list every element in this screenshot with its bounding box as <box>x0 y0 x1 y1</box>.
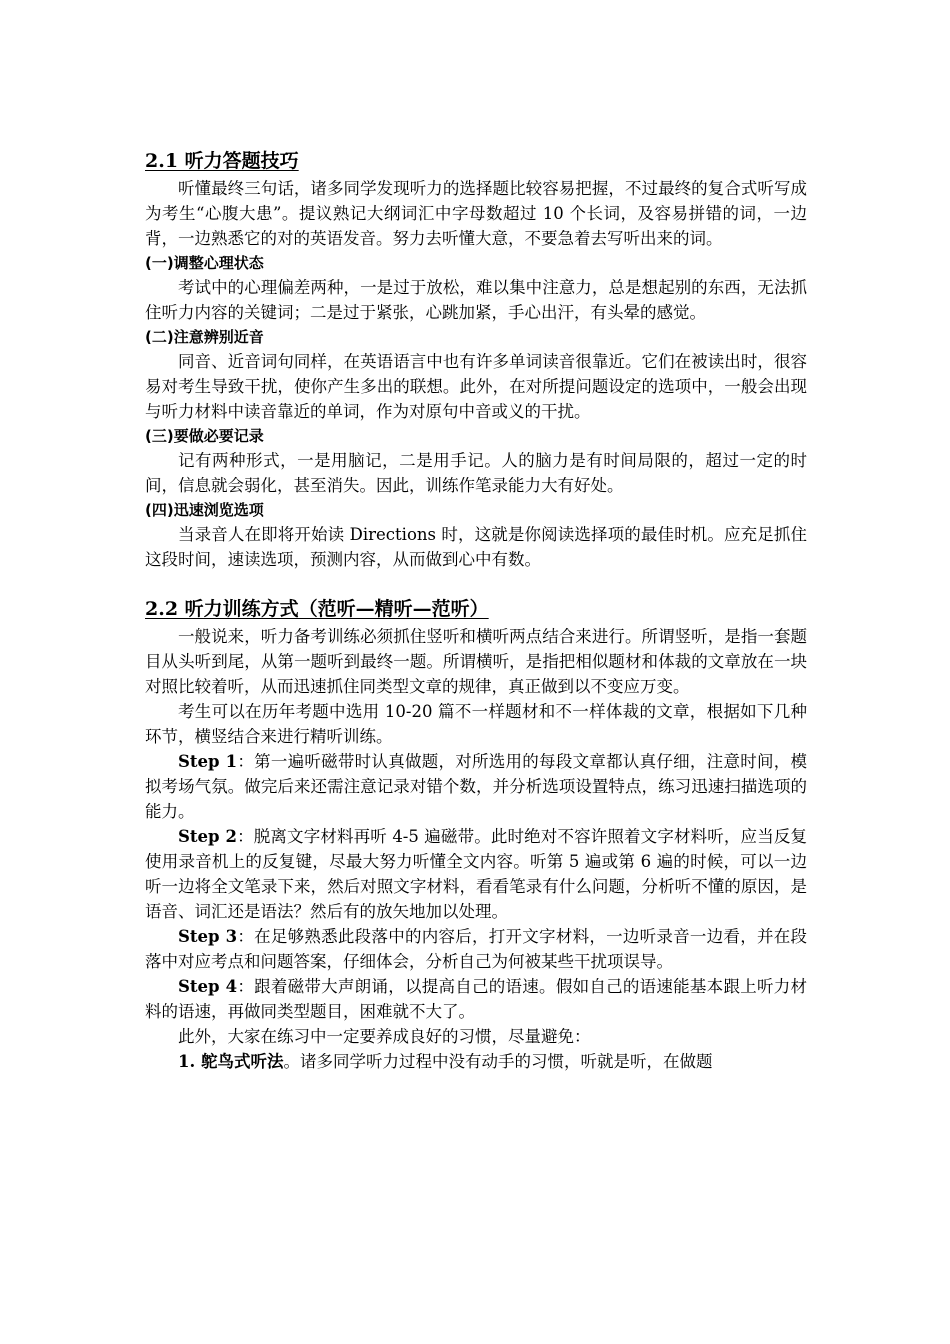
section-heading-2-1: 2.1 听力答题技巧 <box>145 150 299 172</box>
step-1-label: Step 1 <box>178 752 238 771</box>
paragraph-scan-options: 当录音人在即将开始读 Directions 时，这就是你阅读选择项的最佳时机。应充足抓住这段时间，速读选项，预测内容，从而做到心中有数。 <box>145 525 807 569</box>
step-4-separator: ： <box>237 977 255 996</box>
subheading-distinguish-sounds: (二)注意辨别近音 <box>145 328 264 346</box>
paragraph-distinguish-sounds: 同音、近音词句同样，在英语语言中也有许多单词读音很靠近。它们在被读出时，很容易对考生导致干扰，使你产生多出的联想。此外，在对所提问题设定的选项中，一般会出现与听力材料中读音靠近的单词，作为对原句中音或义的干扰。 <box>145 352 807 421</box>
section-heading-2-2: 2.2 听力训练方式（范听—精听—范听） <box>145 598 489 620</box>
step-4-paragraph <box>145 974 807 1024</box>
step-2-separator: ： <box>236 827 254 846</box>
paragraph-take-notes: 记有两种形式，一是用脑记，二是用手记。人的脑力是有时间局限的，超过一定的时间，信息就会弱化，甚至消失。因此，训练作笔录能力大有好处。 <box>145 451 807 495</box>
subheading-adjust-mindset: (一)调整心理状态 <box>145 254 264 272</box>
step-1-separator: ： <box>237 752 255 771</box>
item-1-text: 。诸多同学听力过程中没有动手的习惯，听就是听，在做题 <box>283 1052 713 1071</box>
item-1-paragraph <box>145 1049 807 1074</box>
step-1-paragraph <box>145 749 807 824</box>
paragraph-adjust-mindset: 考试中的心理偏差两种，一是过于放松，难以集中注意力，总是想起别的东西，无法抓住听力内容的关键词；二是过于紧张，心跳加紧，手心出汗，有头晕的感觉。 <box>145 278 807 322</box>
step-1-text: 第一遍听磁带时认真做题，对所选用的每段文章都认真仔细，注意时间，模拟考场气氛。做完后来还需注意记录对错个数，并分析选项设置特点，练习迅速扫描选项的能力。 <box>145 752 807 821</box>
item-1-label: 1. 鸵鸟式听法 <box>178 1052 284 1071</box>
step-2-label: Step 2 <box>178 827 237 846</box>
subheading-scan-options: (四)迅速浏览选项 <box>145 501 264 519</box>
subheading-take-notes: (三)要做必要记录 <box>145 427 264 445</box>
step-2-text: 脱离文字材料再听 4-5 遍磁带。此时绝对不容许照着文字材料听，应当反复使用录音机上的反复键，尽最大努力听懂全文内容。听第 5 遍或第 6 遍的时候，可以一边听一边将全文笔录下来，然后对照文字材料，看看笔录有什么问题，分析听不懂的原因，是语音、词汇还是语法？然后有的放矢地加以处理。 <box>145 827 807 921</box>
step-3-text: 在足够熟悉此段落中的内容后，打开文字材料，一边听录音一边看，并在段落中对应考点和问题答案，仔细体会，分析自己为何被某些干扰项误导。 <box>145 927 807 971</box>
step-4-text: 跟着磁带大声朗诵，以提高自己的语速。假如自己的语速能基本跟上听力材料的语速，再做同类型题目，困难就不大了。 <box>145 977 807 1021</box>
step-3-label: Step 3 <box>178 927 238 946</box>
paragraph-training-1: 一般说来，听力备考训练必须抓住竖听和横听两点结合来进行。所谓竖听，是指一套题目从头听到尾，从第一题听到最终一题。所谓横听，是指把相似题材和体裁的文章放在一块对照比较着听，从而迅速抓住同类型文章的规律，真正做到以不变应万变。 <box>145 627 807 696</box>
step-4-label: Step 4 <box>178 977 238 996</box>
paragraph-habits: 此外，大家在练习中一定要养成良好的习惯，尽量避免： <box>178 1027 591 1046</box>
step-3-separator: ： <box>237 927 255 946</box>
step-3-paragraph <box>145 924 807 974</box>
document-body <box>145 146 807 1074</box>
paragraph-training-2: 考生可以在历年考题中选用 10-20 篇不一样题材和不一样体裁的文章，根据如下几种环节，横竖结合来进行精听训练。 <box>145 702 807 746</box>
step-2-paragraph <box>145 824 807 924</box>
paragraph-intro: 听懂最终三句话，诸多同学发现听力的选择题比较容易把握，不过最终的复合式听写成为考生“心腹大患”。提议熟记大纲词汇中字母数超过 10 个长词，及容易拼错的词，一边背，一边熟悉它的对的英语发音。努力去听懂大意，不要急着去写听出来的词。 <box>145 179 807 248</box>
